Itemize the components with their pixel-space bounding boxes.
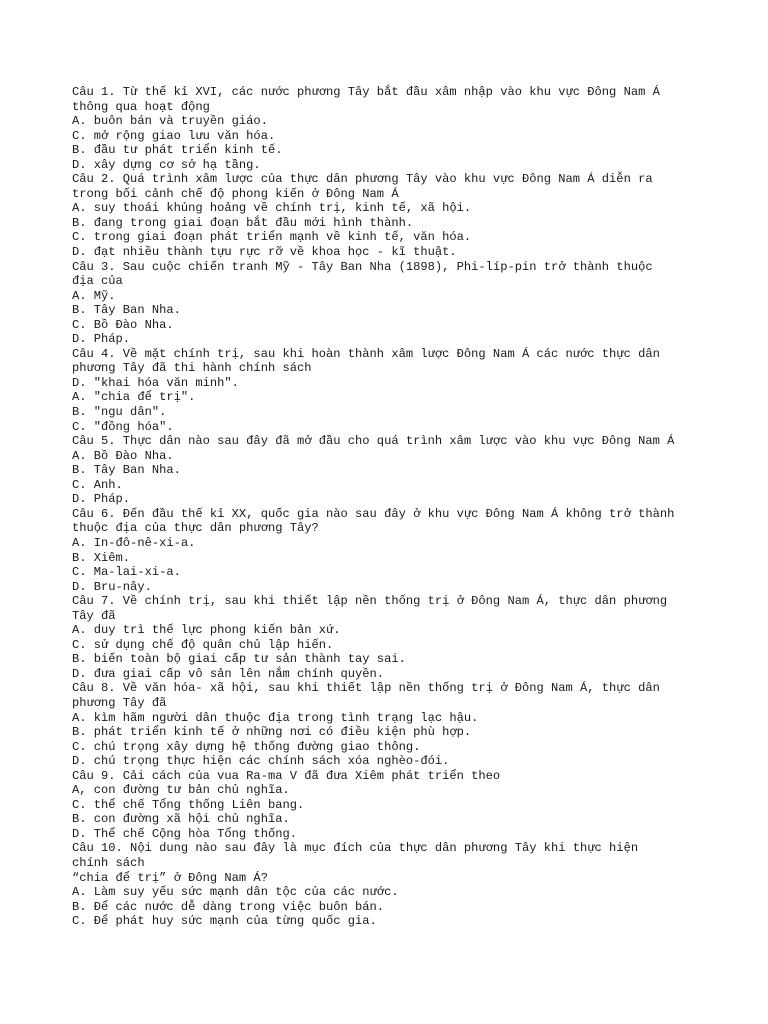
- question-1-option: B. đầu tư phát triển kinh tế.: [72, 143, 283, 158]
- question-2-stem-cont: trong bối cảnh chế độ phong kiến ở Đông Nam Á: [72, 186, 399, 201]
- question-3-option: C. Bồ Đào Nha.: [72, 317, 174, 332]
- question-2-option: A. suy thoái khủng hoảng về chính trị, kinh tế, xã hội.: [72, 201, 472, 216]
- question-6-option: D. Bru-nây.: [72, 579, 152, 594]
- question-6-option: C. Ma-lai-xi-a.: [72, 565, 181, 580]
- question-10-stem-cont: chính sách: [72, 855, 145, 870]
- question-3-stem: Câu 3. Sau cuộc chiến tranh Mỹ - Tây Ban Nha (1898), Phi-líp-pin trở thành thuộc: [72, 259, 653, 274]
- question-2-stem: Câu 2. Quá trình xâm lược của thực dân phương Tây vào khu vực Đông Nam Á diễn ra: [72, 172, 653, 187]
- question-9-option: D. Thể chế Cộng hòa Tổng thống.: [72, 826, 297, 841]
- question-1-stem-cont: thông qua hoạt động: [72, 99, 210, 114]
- question-8-stem: Câu 8. Về văn hóa- xã hội, sau khi thiết lập nền thống trị ở Đông Nam Á, thực dân: [72, 681, 660, 696]
- question-3-option: A. Mỹ.: [72, 288, 116, 303]
- question-5-option: D. Pháp.: [72, 492, 131, 507]
- question-2-option: B. đang trong giai đoạn bắt đầu mới hình thành.: [72, 215, 414, 230]
- document-page: [72, 85, 712, 929]
- question-4-stem-cont: phương Tây đã thi hành chính sách: [72, 361, 312, 376]
- question-5-option: A. Bồ Đào Nha.: [72, 448, 174, 463]
- question-1-stem: Câu 1. Từ thế kỉ XVI, các nước phương Tây bắt đầu xâm nhập vào khu vực Đông Nam Á: [72, 85, 660, 99]
- question-8-option: A. kìm hãm người dân thuộc địa trong tình trạng lạc hậu.: [72, 710, 479, 725]
- question-3-option: D. Pháp.: [72, 332, 131, 347]
- question-9-stem: Câu 9. Cải cách của vua Ra-ma V đã đưa Xiêm phát triển theo: [72, 768, 501, 783]
- question-4-option: B. "ngu dân".: [72, 405, 167, 420]
- question-6-stem: Câu 6. Đến đầu thế kỉ XX, quốc gia nào sau đây ở khu vực Đông Nam Á không trở thành: [72, 506, 675, 521]
- question-3-stem-cont: địa của: [72, 274, 123, 289]
- question-10-option: A. Làm suy yếu sức mạnh dân tộc của các nước.: [72, 885, 399, 900]
- question-7-option: B. biến toàn bộ giai cấp tư sản thành tay sai.: [72, 652, 406, 667]
- question-1-option: D. xây dựng cơ sở hạ tầng.: [72, 157, 261, 172]
- question-8-option: D. chú trọng thực hiện các chính sách xóa nghèo-đói.: [72, 754, 450, 769]
- question-1-option: A. buôn bán và truyền giáo.: [72, 114, 268, 129]
- question-7-stem-cont: Tây đã: [72, 608, 116, 623]
- question-2-option: D. đạt nhiều thành tựu rực rỡ về khoa học - kĩ thuật.: [72, 245, 457, 260]
- question-6-option: B. Xiêm.: [72, 550, 131, 565]
- question-6-option: A. In-đô-nê-xi-a.: [72, 535, 196, 550]
- question-6-stem-cont: thuộc địa của thực dân phương Tây?: [72, 521, 319, 536]
- question-7-option: A. duy trì thế lực phong kiến bản xứ.: [72, 623, 341, 638]
- question-5-stem: Câu 5. Thực dân nào sau đây đã mở đầu cho quá trình xâm lược vào khu vực Đông Nam Á: [72, 434, 675, 449]
- question-4-option: D. "khai hóa văn minh".: [72, 375, 239, 390]
- question-9-option: C. thể chế Tổng thống Liên bang.: [72, 797, 305, 812]
- question-4-stem: Câu 4. Về mặt chính trị, sau khi hoàn thành xâm lược Đông Nam Á các nước thực dân: [72, 346, 660, 361]
- question-5-option: C. Anh.: [72, 477, 123, 492]
- question-8-option: C. chú trọng xây dựng hệ thống đường giao thông.: [72, 739, 421, 754]
- question-4-option: C. "đồng hóa".: [72, 419, 174, 434]
- question-9-option: A, con đường tư bản chủ nghĩa.: [72, 783, 290, 798]
- question-5-option: B. Tây Ban Nha.: [72, 463, 181, 478]
- question-1-option: C. mở rộng giao lưu văn hóa.: [72, 128, 276, 143]
- question-10-stem: Câu 10. Nội dung nào sau đây là mục đích của thực dân phương Tây khi thực hiện: [72, 841, 639, 856]
- question-2-option: C. trong giai đoạn phát triển mạnh về kinh tế, văn hóa.: [72, 230, 472, 245]
- question-3-option: B. Tây Ban Nha.: [72, 303, 181, 318]
- question-10-option: B. Để các nước dễ dàng trong việc buôn bán.: [72, 899, 385, 914]
- question-10-option: C. Để phát huy sức mạnh của từng quốc gia.: [72, 914, 377, 929]
- question-9-option: B. con đường xã hội chủ nghĩa.: [72, 812, 290, 827]
- question-8-option: B. phát triển kinh tế ở những nơi có điều kiện phù hợp.: [72, 725, 472, 740]
- question-7-stem: Câu 7. Về chính trị, sau khi thiết lập nền thống trị ở Đông Nam Á, thực dân phương: [72, 594, 668, 609]
- question-7-option: C. sử dụng chế độ quân chủ lập hiến.: [72, 637, 334, 652]
- question-7-option: D. đưa giai cấp vô sản lên nắm chính quyền.: [72, 666, 385, 681]
- question-10-stem-cont: “chia để trị” ở Đông Nam Á?: [72, 870, 268, 885]
- question-8-stem-cont: phương Tây đã: [72, 695, 167, 710]
- question-4-option: A. "chia để trị".: [72, 390, 196, 405]
